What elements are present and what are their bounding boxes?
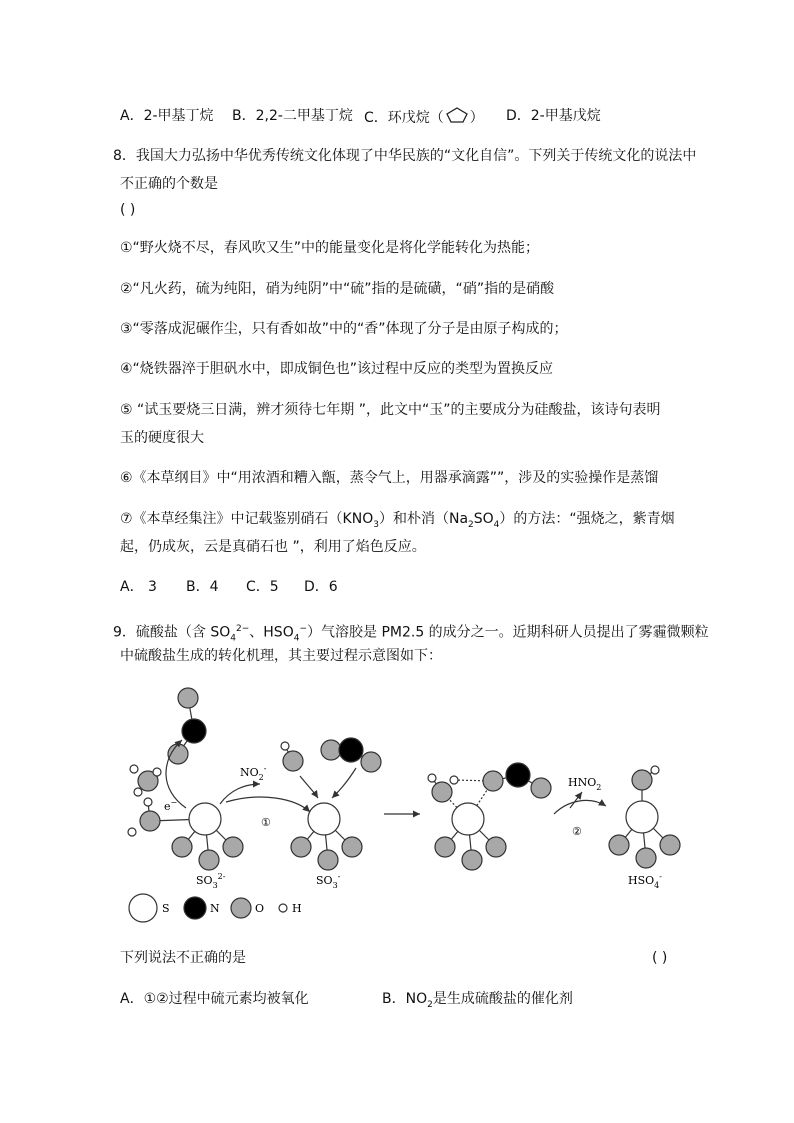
q8-item-7-text-b: ）和朴消（Na xyxy=(378,511,469,527)
q9-option-a: A．①②过程中硫元素均被氧化 xyxy=(120,991,309,1007)
no2-minus-label: $NO_2^-$ xyxy=(240,764,267,782)
q8-item-7-text-c: SO xyxy=(473,511,494,527)
q9-stem-line2: 中硫酸盐生成的转化机理，其主要过程示意图如下： xyxy=(120,648,442,664)
legend-o-label: O xyxy=(255,902,265,915)
q7-option-d: D．2-甲基戊烷 xyxy=(506,108,601,124)
hydroxyl-groups-left xyxy=(128,765,161,836)
q9-option-b-text-a: B．NO xyxy=(382,991,428,1007)
q9-stem-sub-a: 4 xyxy=(230,633,236,644)
so3-radical-molecule xyxy=(291,803,362,870)
legend-h-label: H xyxy=(292,902,302,915)
q7-option-b: B．2,2-二甲基丁烷 xyxy=(232,108,353,124)
q8-option-b: B．4 xyxy=(186,579,219,595)
q8-option-d: D．6 xyxy=(304,579,338,595)
q9-stem-sup-b: − xyxy=(299,624,307,634)
hno2-release-arrow xyxy=(570,792,582,808)
q9-stem-text-a: 9．硫酸盐（含 SO xyxy=(113,624,231,641)
q8-item-7-sub-a: 3 xyxy=(373,519,379,530)
sulfate-mechanism-diagram xyxy=(120,680,690,930)
step2-arrow xyxy=(554,800,606,814)
hso4-ion-molecule xyxy=(609,766,680,868)
q8-item-6: ⑥《本草纲目》中“用浓酒和糟入甑，蒸令气上，用器承滴露””，涉及的实验操作是蒸馏 xyxy=(120,470,659,486)
step1-label: ① xyxy=(261,816,271,829)
q8-item-1: ①“野火烧不尽，春风吹又生”中的能量变化是将化学能转化为热能； xyxy=(120,240,540,256)
legend-sulfur-icon xyxy=(129,894,157,922)
q8-item-2: ②“凡火药，硫为纯阳，硝为纯阴”中“硫”指的是硫磺，“硝”指的是硝酸 xyxy=(120,281,555,297)
q8-option-c: C．5 xyxy=(246,579,279,595)
step1-arrow xyxy=(226,797,310,812)
no2-release-arrow xyxy=(220,784,260,804)
q9-stem-text-c: ）气溶胶是 PM2.5 的成分之一。近期科研人员提出了雾霾微颗粒 xyxy=(307,624,709,641)
step2-label: ② xyxy=(572,825,582,838)
intermediate-complex xyxy=(428,763,551,870)
q8-item-7-line1 xyxy=(120,509,675,535)
so3-radical-label: $SO_3^-$ xyxy=(316,872,341,890)
legend-oxygen-icon xyxy=(231,898,251,918)
q8-stem-line1: 8．我国大力弘扬中华优秀传统文化体现了中华民族的“文化自信”。下列关于传统文化的说法中 xyxy=(113,148,697,164)
so3-2-label: $SO_3^{2-}$ xyxy=(196,872,226,890)
cyclopentane-icon xyxy=(444,106,470,124)
no2-attack-arrow xyxy=(332,768,356,798)
q9-stem-text-b: 、HSO xyxy=(249,624,294,641)
oh-attack-arrow xyxy=(300,776,318,798)
q7-option-c-suffix: ） xyxy=(469,110,484,126)
no2-incoming xyxy=(321,738,381,772)
q9-stem-line1 xyxy=(113,619,709,648)
q8-item-7-text-d: ）的方法：“强烧之，紫青烟 xyxy=(499,511,675,527)
legend-n-label: N xyxy=(210,902,220,915)
hso4-label: $HSO_4^-$ xyxy=(628,872,662,890)
so3-2-ion-molecule xyxy=(150,803,243,870)
q9-sub-stem: 下列说法不正确的是 xyxy=(120,950,246,966)
q8-item-5-line1: ⑤ “试玉要烧三日满，辨才须待七年期 ”，此文中“玉”的主要成分为硅酸盐，该诗句表明 xyxy=(120,402,661,418)
legend-s-label: S xyxy=(162,902,170,915)
q7-option-c-prefix: C．环戊烷（ xyxy=(364,110,444,126)
q8-item-7-sub-c: 4 xyxy=(493,519,500,530)
q8-item-3: ③“零落成泥碾作尘，只有香如故”中的“香”体现了分子是由原子构成的； xyxy=(120,321,568,337)
q9-answer-paren: ( ) xyxy=(652,950,668,966)
hno2-label: $HNO_2$ xyxy=(568,776,602,792)
legend-nitrogen-icon xyxy=(184,897,206,919)
q8-item-7-text-a: ⑦《本草经集注》中记载鉴别硝石（KNO xyxy=(120,511,374,527)
oh-radical-incoming xyxy=(281,742,303,771)
q9-option-b-sub: 2 xyxy=(427,999,433,1010)
no2-molecule-top xyxy=(168,688,206,764)
q9-stem-sup-a: 2− xyxy=(236,624,250,634)
q8-item-4: ④“烧铁器淬于胆矾水中，即成铜色也”该过程中反应的类型为置换反应 xyxy=(120,361,554,377)
q8-answer-paren: ( ) xyxy=(120,202,136,218)
q9-option-b-text-b: 是生成硫酸盐的催化剂 xyxy=(432,991,573,1007)
q7-option-c xyxy=(364,106,484,128)
legend-hydrogen-icon xyxy=(279,904,287,912)
q8-item-7-line2: 起，仍成灰，云是真硝石也 ”，利用了焰色反应。 xyxy=(120,539,426,555)
q8-item-7-sub-b: 2 xyxy=(468,519,474,530)
electron-label: e− xyxy=(164,798,178,813)
q9-stem-sub-b: 4 xyxy=(293,633,300,644)
q8-item-5-line2: 玉的硬度很大 xyxy=(120,430,204,446)
q7-option-a: A．2-甲基丁烷 xyxy=(120,108,214,124)
q8-option-a: A． 3 xyxy=(120,579,157,595)
q8-stem-line2: 不正确的个数是 xyxy=(120,176,218,192)
q9-option-b xyxy=(382,989,573,1015)
